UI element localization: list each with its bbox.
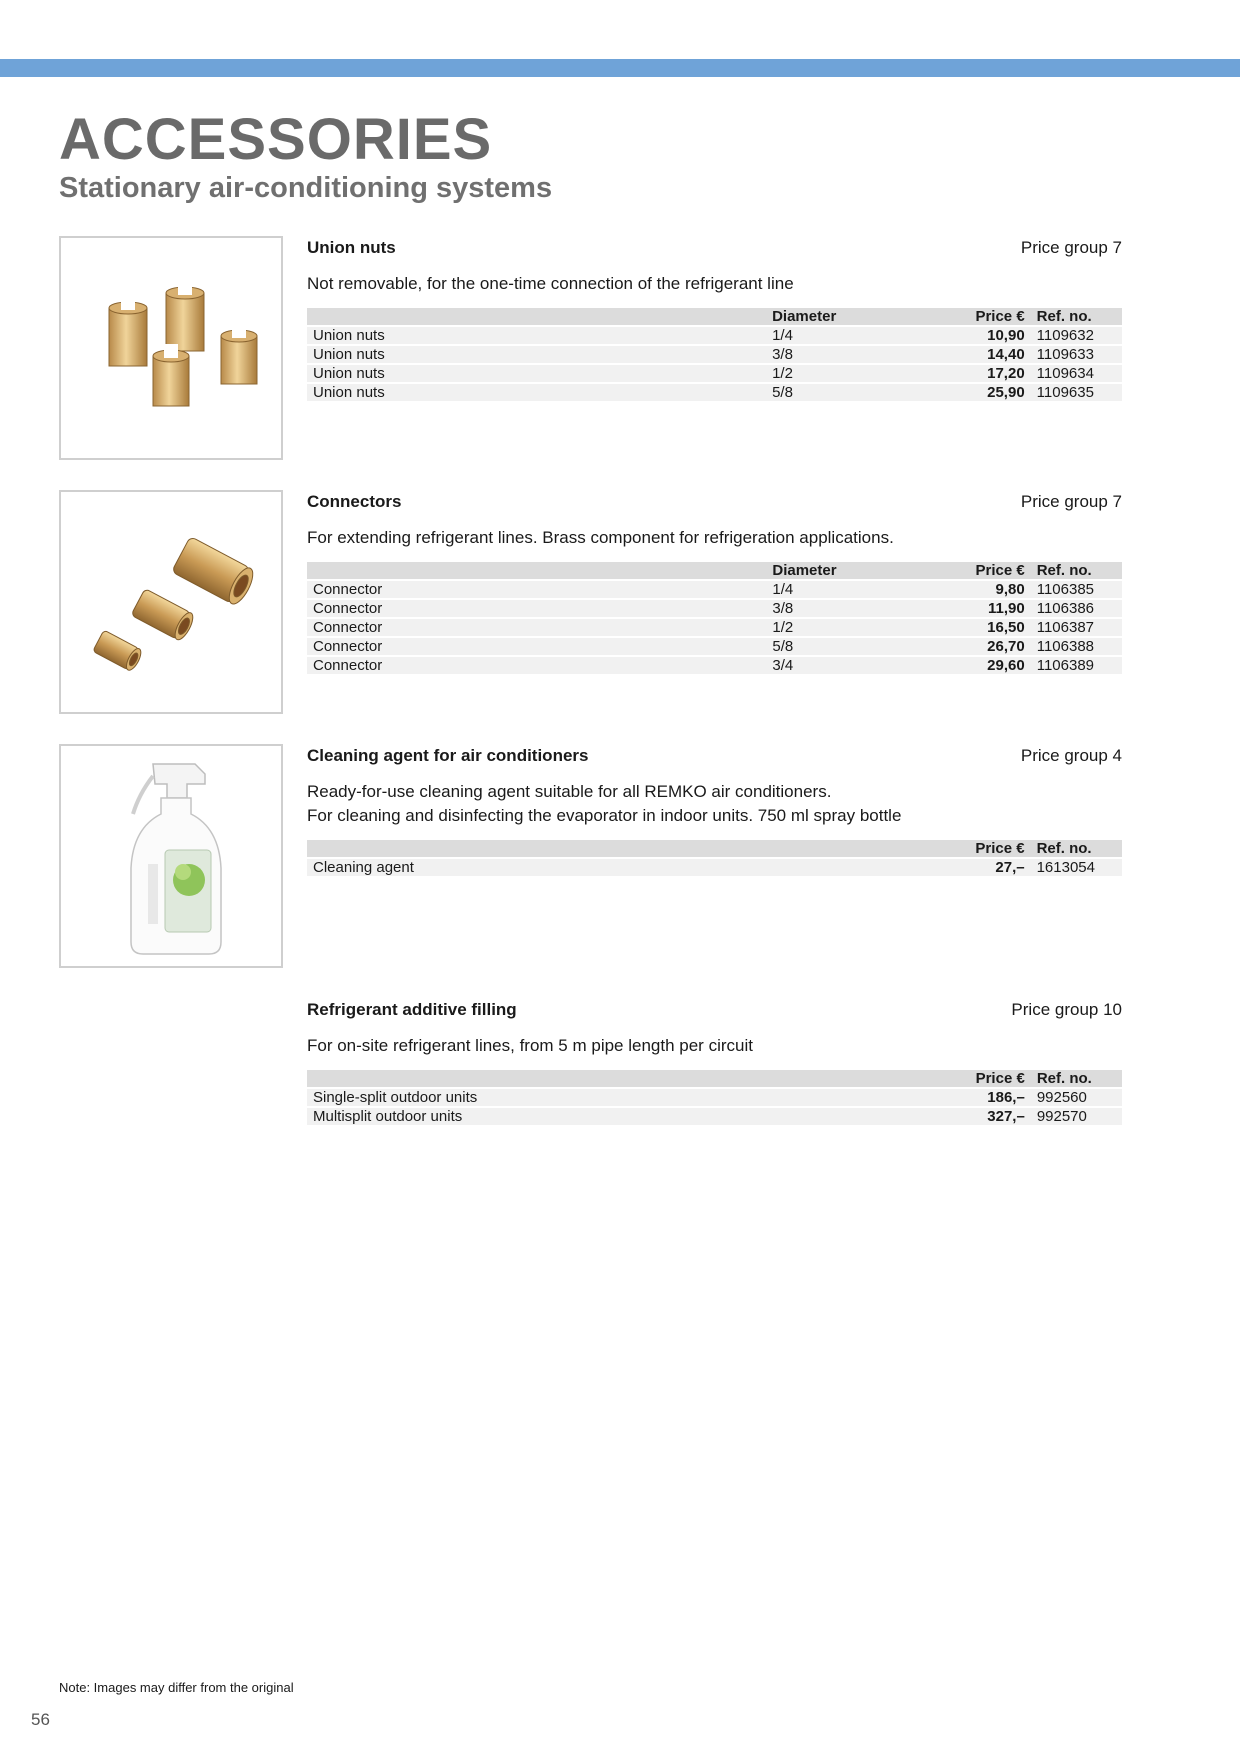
- product-title: Union nuts: [307, 238, 396, 257]
- col-diameter: Diameter: [766, 308, 925, 326]
- table-row: Union nuts 1/2 17,20 1109634: [307, 364, 1122, 383]
- product-info: [307, 490, 1122, 674]
- table-row: Connector 3/8 11,90 1106386: [307, 599, 1122, 618]
- product-description: For extending refrigerant lines. Brass component for refrigeration applications.: [307, 528, 894, 547]
- product-description: Ready-for-use cleaning agent suitable for all REMKO air conditioners. For cleaning and disinfecting the evaporator in indoor units. 750 ml spray bottle: [307, 782, 902, 825]
- col-diameter: Diameter: [766, 562, 925, 580]
- col-ref: Ref. no.: [1031, 1070, 1122, 1088]
- price-group: Price group 7: [1020, 238, 1122, 257]
- price-group: Price group 7: [1020, 492, 1122, 511]
- price-group: Price group 10: [1011, 1000, 1122, 1019]
- page-subtitle: Stationary air-conditioning systems: [59, 172, 553, 204]
- table-row: Connector 5/8 26,70 1106388: [307, 637, 1122, 656]
- col-ref: Ref. no.: [1031, 308, 1122, 326]
- top-accent-bar: [0, 59, 1240, 77]
- table-row: Multisplit outdoor units 327,– 992570: [307, 1107, 1122, 1125]
- col-price: Price €: [925, 840, 1030, 858]
- price-group: Price group 4: [1020, 746, 1122, 765]
- table-row: Union nuts 3/8 14,40 1109633: [307, 345, 1122, 364]
- table-row: Union nuts 1/4 10,90 1109632: [307, 326, 1122, 345]
- col-ref: Ref. no.: [1031, 562, 1122, 580]
- product-info: [307, 744, 1122, 876]
- connectors-image: [59, 490, 283, 714]
- spray-bottle-image: [59, 744, 283, 968]
- page-number: 56: [31, 1710, 50, 1729]
- table-row: Union nuts 5/8 25,90 1109635: [307, 383, 1122, 401]
- spec-table: [307, 308, 1122, 401]
- table-header-row: [307, 840, 1122, 858]
- col-price: Price €: [926, 562, 1031, 580]
- col-ref: Ref. no.: [1031, 840, 1122, 858]
- product-description: For on-site refrigerant lines, from 5 m pipe length per circuit: [307, 1036, 753, 1055]
- union-nuts-image: [59, 236, 283, 460]
- product-info: [307, 236, 1122, 401]
- product-title: Refrigerant additive filling: [307, 1000, 517, 1019]
- table-header-row: [307, 562, 1122, 580]
- table-row: Connector 1/4 9,80 1106385: [307, 580, 1122, 599]
- product-title: Connectors: [307, 492, 402, 511]
- table-header-row: [307, 308, 1122, 326]
- col-price: Price €: [925, 308, 1030, 326]
- table-row: Connector 3/4 29,60 1106389: [307, 656, 1122, 674]
- spec-table: [307, 840, 1122, 876]
- col-price: Price €: [925, 1070, 1030, 1088]
- table-row: Connector 1/2 16,50 1106387: [307, 618, 1122, 637]
- footer-note: Note: Images may differ from the original: [59, 1680, 294, 1695]
- page-title: ACCESSORIES: [59, 107, 493, 172]
- spec-table: [307, 1070, 1122, 1125]
- product-info: [307, 998, 1122, 1125]
- table-header-row: [307, 1070, 1122, 1088]
- table-row: Cleaning agent 27,– 1613054: [307, 858, 1122, 876]
- product-description: Not removable, for the one-time connection of the refrigerant line: [307, 274, 794, 293]
- table-row: Single-split outdoor units 186,– 992560: [307, 1088, 1122, 1107]
- spec-table: [307, 562, 1122, 674]
- product-title: Cleaning agent for air conditioners: [307, 746, 589, 765]
